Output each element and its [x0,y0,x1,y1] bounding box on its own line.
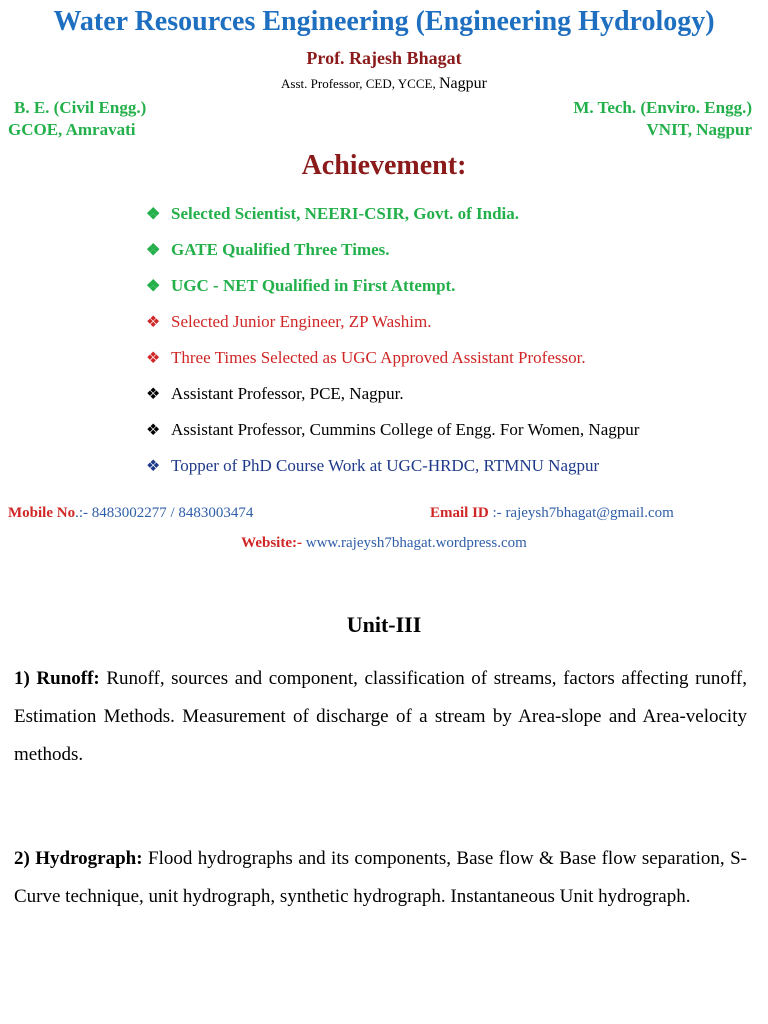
designation-city: Nagpur [438,75,487,92]
achievement-text: UGC - NET Qualified in First Attempt. [171,276,456,295]
achievement-item [146,232,639,268]
diamond-bullet-icon: ❖ [146,458,161,475]
qualification-right [573,97,752,141]
achievement-text: Selected Scientist, NEERI-CSIR, Govt. of India. [171,204,520,223]
diamond-bullet-icon: ❖ [146,314,161,331]
website-label: Website:- [241,535,302,551]
achievement-text: GATE Qualified Three Times. [171,240,390,259]
course-title: Water Resources Engineering (Engineering Hydrology) [53,6,715,37]
topic-title: 2) Hydrograph: [14,848,143,869]
achievement-text: Assistant Professor, PCE, Nagpur. [171,384,404,403]
diamond-bullet-icon: ❖ [146,350,161,367]
diamond-bullet-icon: ❖ [146,386,161,403]
achievement-text: Three Times Selected as UGC Approved Assistant Professor. [171,348,586,367]
achievement-item [146,376,639,412]
mobile-separator: .:- [75,505,92,521]
achievement-item [146,448,639,484]
achievement-heading: Achievement: [301,150,467,181]
author-name: Prof. Rajesh Bhagat [306,48,462,68]
qualification-degree: B. E. (Civil Engg.) [14,98,147,117]
email-label: Email ID [430,505,489,521]
achievement-item [146,304,639,340]
email-link[interactable]: rajeysh7bhagat@gmail.com [505,505,674,521]
topic-body: Flood hydrographs and its components, Base flow & Base flow separation, S-Curve technique, unit hydrograph, synthetic hydrograph. Instantaneous Unit hydrograph. [14,848,747,907]
diamond-bullet-icon: ❖ [146,278,161,295]
author-designation [0,75,768,93]
designation-text: Asst. Professor, CED, YCCE, [281,76,436,91]
email-id [430,505,674,522]
website-link[interactable]: www.rajeysh7bhagat.wordpress.com [302,535,527,551]
email-separator: :- [488,505,506,521]
mobile-label: Mobile No [8,505,76,521]
topic-hydrograph [14,840,747,916]
mobile-number [8,505,253,522]
diamond-bullet-icon: ❖ [146,242,161,259]
topic-runoff [14,660,747,774]
achievement-item [146,196,639,232]
achievement-text: Assistant Professor, Cummins College of Engg. For Women, Nagpur [171,420,640,439]
achievement-item [146,412,639,448]
qualification-institute: GCOE, Amravati [8,120,136,139]
qualification-institute: VNIT, Nagpur [646,120,752,139]
unit-heading: Unit-III [346,612,422,637]
qualification-left [8,97,146,141]
achievement-item [146,268,639,304]
mobile-value: 8483002277 / 8483003474 [91,505,254,521]
achievement-text: Topper of PhD Course Work at UGC-HRDC, RTMNU Nagpur [171,456,600,475]
diamond-bullet-icon: ❖ [146,422,161,439]
topic-body: Runoff, sources and component, classification of streams, factors affecting runoff, Estimation Methods. Measurement of discharge of a stream by Area-slope and Area-velocity methods. [14,668,747,765]
qualification-degree: M. Tech. (Enviro. Engg.) [573,98,752,117]
website [0,535,768,552]
topic-title: 1) Runoff: [14,668,100,689]
achievement-item [146,340,639,376]
achievement-text: Selected Junior Engineer, ZP Washim. [171,312,432,331]
diamond-bullet-icon: ❖ [146,206,161,223]
achievement-list [146,196,639,484]
